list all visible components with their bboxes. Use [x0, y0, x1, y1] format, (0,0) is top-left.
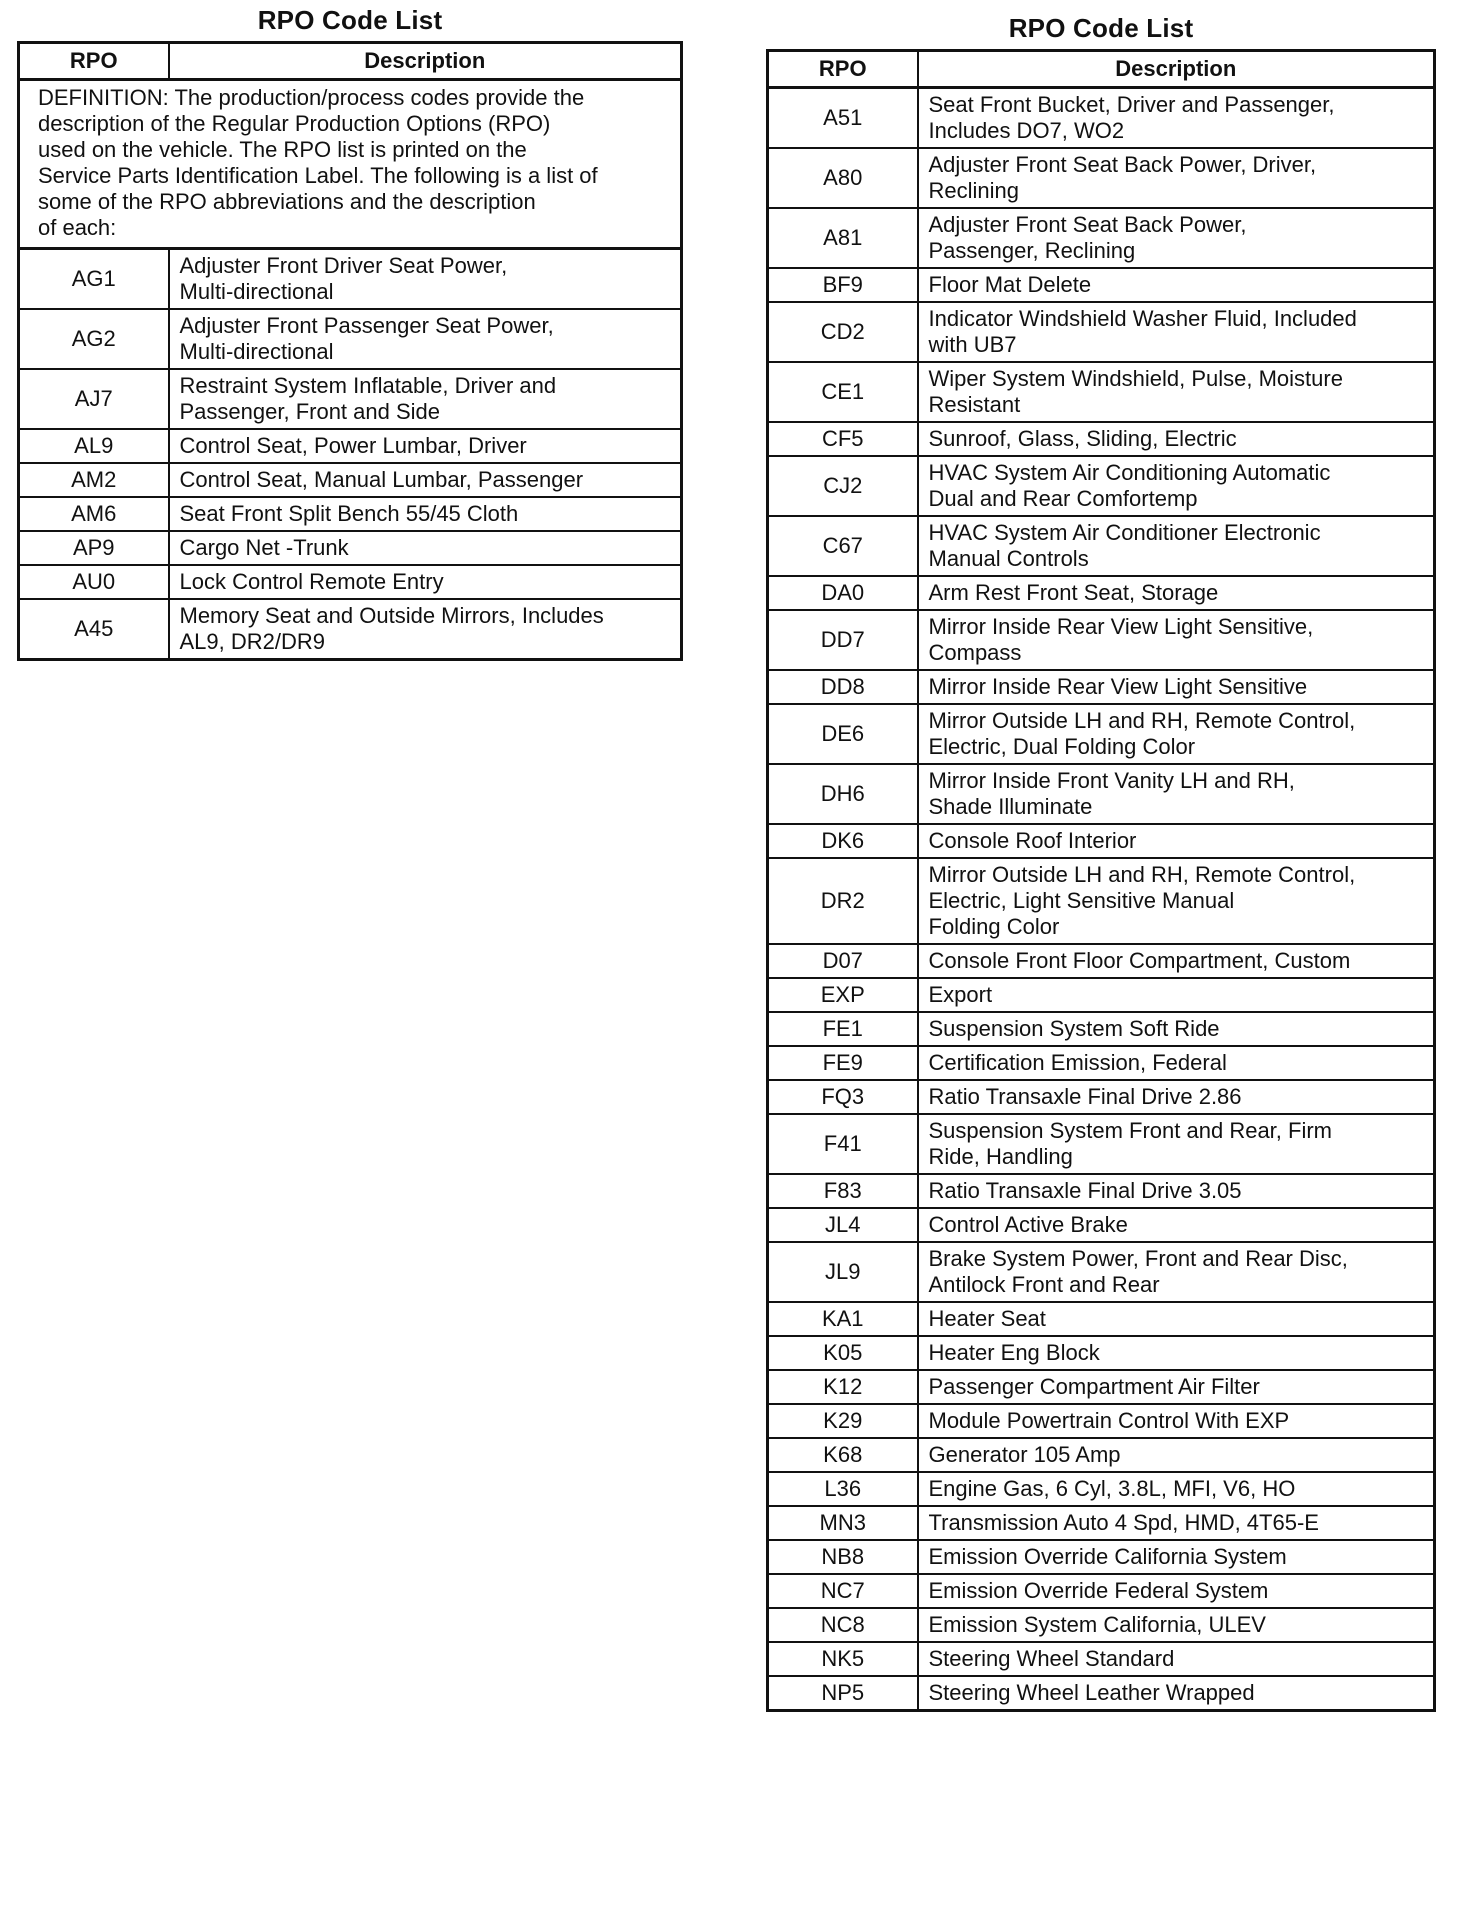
table-row — [768, 1174, 1435, 1208]
right-table-body — [768, 88, 1435, 1711]
rpo-code: NB8 — [768, 1540, 918, 1574]
rpo-code: MN3 — [768, 1506, 918, 1540]
rpo-code: CE1 — [768, 362, 918, 422]
table-row — [768, 422, 1435, 456]
rpo-code: BF9 — [768, 268, 918, 302]
table-row — [768, 858, 1435, 944]
definition-text: DEFINITION: The production/process codes provide the description of the Regular Production Options (RPO) used on the vehicle. The RPO list is printed on the Service Parts Identification Label. The following is a list of some of the RPO abbreviations and the description of each: — [19, 80, 682, 249]
rpo-code: C67 — [768, 516, 918, 576]
rpo-description: Mirror Inside Front Vanity LH and RH, Shade Illuminate — [918, 764, 1435, 824]
rpo-code: AL9 — [19, 429, 169, 463]
table-row — [768, 1012, 1435, 1046]
table-row — [768, 1404, 1435, 1438]
rpo-description: Lock Control Remote Entry — [169, 565, 682, 599]
left-title-wrap — [17, 5, 683, 41]
table-row — [768, 1046, 1435, 1080]
table-row — [768, 1574, 1435, 1608]
rpo-description: Mirror Outside LH and RH, Remote Control, Electric, Dual Folding Color — [918, 704, 1435, 764]
rpo-code: DH6 — [768, 764, 918, 824]
rpo-description: HVAC System Air Conditioner Electronic Manual Controls — [918, 516, 1435, 576]
rpo-description: Cargo Net -Trunk — [169, 531, 682, 565]
rpo-code: FQ3 — [768, 1080, 918, 1114]
rpo-code: CF5 — [768, 422, 918, 456]
rpo-description: Passenger Compartment Air Filter — [918, 1370, 1435, 1404]
rpo-code: AP9 — [19, 531, 169, 565]
rpo-description: Adjuster Front Driver Seat Power, Multi-directional — [169, 249, 682, 310]
rpo-description: Steering Wheel Standard — [918, 1642, 1435, 1676]
right-header-description: Description — [918, 51, 1435, 88]
rpo-code: A81 — [768, 208, 918, 268]
table-row — [19, 599, 682, 660]
table-row — [768, 978, 1435, 1012]
rpo-code: DD7 — [768, 610, 918, 670]
rpo-code-list-right — [766, 13, 1436, 1712]
rpo-description: Brake System Power, Front and Rear Disc, Antilock Front and Rear — [918, 1242, 1435, 1302]
rpo-code: AJ7 — [19, 369, 169, 429]
table-row — [768, 268, 1435, 302]
rpo-description: Suspension System Soft Ride — [918, 1012, 1435, 1046]
rpo-description: Console Roof Interior — [918, 824, 1435, 858]
rpo-code: NK5 — [768, 1642, 918, 1676]
table-row — [768, 456, 1435, 516]
table-row — [768, 1472, 1435, 1506]
table-row — [768, 1242, 1435, 1302]
rpo-description: Console Front Floor Compartment, Custom — [918, 944, 1435, 978]
left-header-rpo: RPO — [19, 43, 169, 80]
rpo-code: CJ2 — [768, 456, 918, 516]
rpo-code: AG1 — [19, 249, 169, 310]
rpo-code-list-left — [17, 5, 683, 661]
rpo-description: Control Active Brake — [918, 1208, 1435, 1242]
rpo-code: EXP — [768, 978, 918, 1012]
rpo-description: Mirror Outside LH and RH, Remote Control, Electric, Light Sensitive Manual Folding Color — [918, 858, 1435, 944]
table-row — [19, 249, 682, 310]
rpo-code: A51 — [768, 88, 918, 149]
rpo-description: Emission Override Federal System — [918, 1574, 1435, 1608]
rpo-code: KA1 — [768, 1302, 918, 1336]
rpo-code: F83 — [768, 1174, 918, 1208]
left-table-body — [19, 80, 682, 660]
rpo-description: Suspension System Front and Rear, Firm Ride, Handling — [918, 1114, 1435, 1174]
table-row — [19, 309, 682, 369]
table-row — [19, 463, 682, 497]
rpo-code: DR2 — [768, 858, 918, 944]
table-row — [768, 764, 1435, 824]
right-header-row — [768, 51, 1435, 88]
rpo-code: DK6 — [768, 824, 918, 858]
table-row — [768, 1114, 1435, 1174]
rpo-code: NC8 — [768, 1608, 918, 1642]
rpo-description: Adjuster Front Seat Back Power, Passenger, Reclining — [918, 208, 1435, 268]
rpo-description: Heater Eng Block — [918, 1336, 1435, 1370]
table-row — [768, 824, 1435, 858]
rpo-code: JL4 — [768, 1208, 918, 1242]
table-row — [768, 516, 1435, 576]
right-table-title: RPO Code List — [1008, 13, 1194, 43]
rpo-code: AG2 — [19, 309, 169, 369]
right-title-wrap — [766, 13, 1436, 49]
rpo-code: K12 — [768, 1370, 918, 1404]
table-row — [768, 1438, 1435, 1472]
rpo-code: D07 — [768, 944, 918, 978]
rpo-description: Steering Wheel Leather Wrapped — [918, 1676, 1435, 1711]
rpo-description: Adjuster Front Seat Back Power, Driver, Reclining — [918, 148, 1435, 208]
rpo-description: Wiper System Windshield, Pulse, Moisture Resistant — [918, 362, 1435, 422]
table-row — [768, 610, 1435, 670]
table-row — [768, 1080, 1435, 1114]
rpo-code: AU0 — [19, 565, 169, 599]
rpo-description: Module Powertrain Control With EXP — [918, 1404, 1435, 1438]
rpo-description: Control Seat, Manual Lumbar, Passenger — [169, 463, 682, 497]
rpo-description: HVAC System Air Conditioning Automatic Dual and Rear Comfortemp — [918, 456, 1435, 516]
rpo-code: DE6 — [768, 704, 918, 764]
rpo-description: Seat Front Split Bench 55/45 Cloth — [169, 497, 682, 531]
rpo-description: Control Seat, Power Lumbar, Driver — [169, 429, 682, 463]
definition-row — [19, 80, 682, 249]
rpo-description: Emission System California, ULEV — [918, 1608, 1435, 1642]
rpo-code: CD2 — [768, 302, 918, 362]
table-row — [768, 362, 1435, 422]
rpo-code: A80 — [768, 148, 918, 208]
rpo-description: Mirror Inside Rear View Light Sensitive, Compass — [918, 610, 1435, 670]
rpo-code: L36 — [768, 1472, 918, 1506]
table-row — [768, 148, 1435, 208]
table-row — [768, 1370, 1435, 1404]
rpo-code: DD8 — [768, 670, 918, 704]
table-row — [768, 1676, 1435, 1711]
table-row — [768, 704, 1435, 764]
table-row — [19, 531, 682, 565]
table-row — [768, 576, 1435, 610]
rpo-description: Seat Front Bucket, Driver and Passenger, Includes DO7, WO2 — [918, 88, 1435, 149]
rpo-code: K68 — [768, 1438, 918, 1472]
table-row — [19, 429, 682, 463]
rpo-description: Export — [918, 978, 1435, 1012]
rpo-code: DA0 — [768, 576, 918, 610]
table-row — [768, 1506, 1435, 1540]
right-header-rpo: RPO — [768, 51, 918, 88]
rpo-code: AM2 — [19, 463, 169, 497]
right-rpo-table — [766, 49, 1436, 1712]
table-row — [19, 497, 682, 531]
table-row — [768, 1302, 1435, 1336]
table-row — [768, 670, 1435, 704]
table-row — [768, 1336, 1435, 1370]
rpo-description: Ratio Transaxle Final Drive 3.05 — [918, 1174, 1435, 1208]
rpo-description: Restraint System Inflatable, Driver and Passenger, Front and Side — [169, 369, 682, 429]
table-row — [768, 208, 1435, 268]
rpo-code: K05 — [768, 1336, 918, 1370]
rpo-description: Memory Seat and Outside Mirrors, Includes AL9, DR2/DR9 — [169, 599, 682, 660]
rpo-description: Adjuster Front Passenger Seat Power, Multi-directional — [169, 309, 682, 369]
rpo-description: Heater Seat — [918, 1302, 1435, 1336]
rpo-code: AM6 — [19, 497, 169, 531]
rpo-description: Ratio Transaxle Final Drive 2.86 — [918, 1080, 1435, 1114]
rpo-description: Generator 105 Amp — [918, 1438, 1435, 1472]
rpo-description: Mirror Inside Rear View Light Sensitive — [918, 670, 1435, 704]
table-row — [768, 302, 1435, 362]
left-table-title: RPO Code List — [257, 5, 443, 35]
table-row — [768, 88, 1435, 149]
left-header-row — [19, 43, 682, 80]
rpo-description: Engine Gas, 6 Cyl, 3.8L, MFI, V6, HO — [918, 1472, 1435, 1506]
rpo-code: FE9 — [768, 1046, 918, 1080]
table-row — [19, 565, 682, 599]
rpo-code: JL9 — [768, 1242, 918, 1302]
table-row — [19, 369, 682, 429]
rpo-code: K29 — [768, 1404, 918, 1438]
rpo-description: Indicator Windshield Washer Fluid, Included with UB7 — [918, 302, 1435, 362]
rpo-description: Floor Mat Delete — [918, 268, 1435, 302]
rpo-code: NP5 — [768, 1676, 918, 1711]
rpo-description: Sunroof, Glass, Sliding, Electric — [918, 422, 1435, 456]
rpo-code: FE1 — [768, 1012, 918, 1046]
table-row — [768, 944, 1435, 978]
rpo-description: Emission Override California System — [918, 1540, 1435, 1574]
left-rpo-table — [17, 41, 683, 661]
rpo-description: Transmission Auto 4 Spd, HMD, 4T65-E — [918, 1506, 1435, 1540]
table-row — [768, 1642, 1435, 1676]
rpo-code: F41 — [768, 1114, 918, 1174]
table-row — [768, 1608, 1435, 1642]
table-row — [768, 1540, 1435, 1574]
table-row — [768, 1208, 1435, 1242]
rpo-code: A45 — [19, 599, 169, 660]
rpo-code: NC7 — [768, 1574, 918, 1608]
rpo-description: Certification Emission, Federal — [918, 1046, 1435, 1080]
rpo-description: Arm Rest Front Seat, Storage — [918, 576, 1435, 610]
left-header-description: Description — [169, 43, 682, 80]
